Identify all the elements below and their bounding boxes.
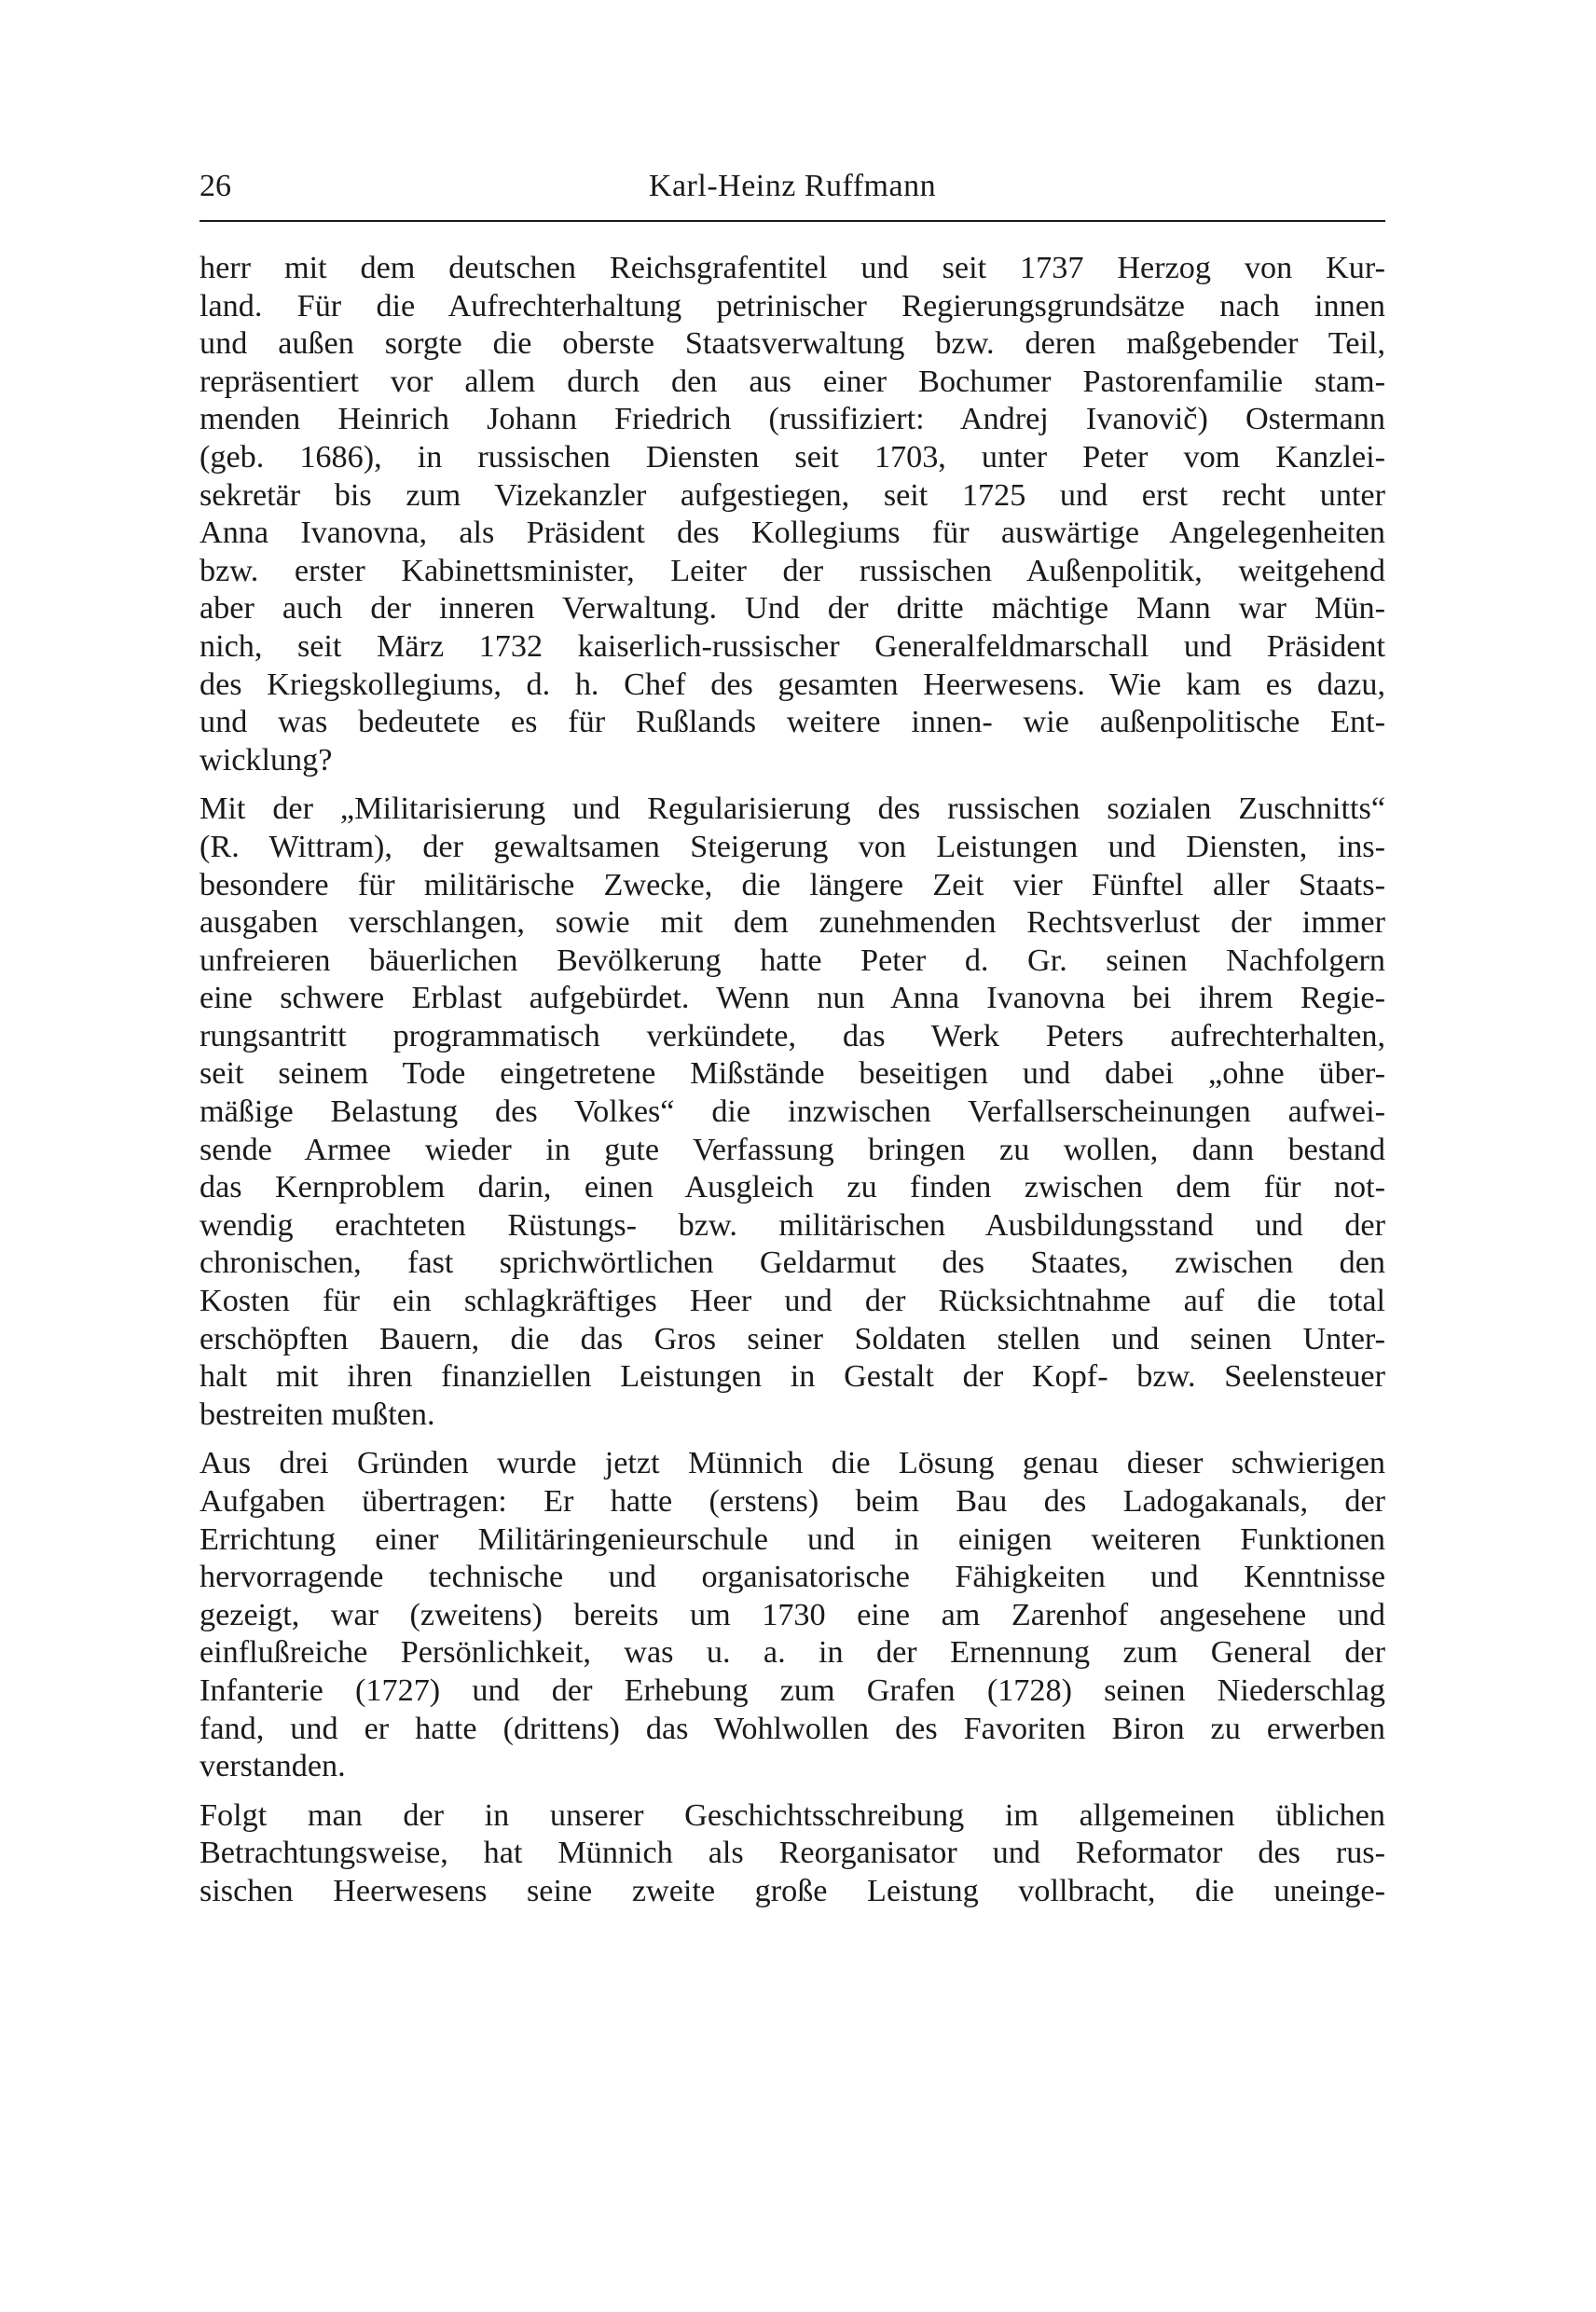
text-line: und was bedeutete es für Rußlands weitere innen- wie außenpolitische Ent-: [200, 705, 1385, 740]
running-head: [200, 166, 1385, 207]
text-line: hervorragende technische und organisatorische Fähigkeiten und Kenntnisse: [200, 1560, 1385, 1595]
text-line: menden Heinrich Johann Friedrich (russifiziert: Andrej Ivanovič) Ostermann: [200, 402, 1385, 437]
paragraph: [200, 1797, 1385, 1911]
text-line: erschöpften Bauern, die das Gros seiner Soldaten stellen und seinen Unter-: [200, 1321, 1385, 1356]
text-line: aber auch der inneren Verwaltung. Und der dritte mächtige Mann war Mün-: [200, 591, 1385, 626]
text-line: (R. Wittram), der gewaltsamen Steigerung von Leistungen und Diensten, ins-: [200, 829, 1385, 864]
paragraph: [200, 250, 1385, 779]
text-line: des Kriegskollegiums, d. h. Chef des gesamten Heerwesens. Wie kam es dazu,: [200, 667, 1385, 702]
text-line: Infanterie (1727) und der Erhebung zum Grafen (1728) seinen Niederschlag: [200, 1672, 1385, 1708]
text-line: besondere für militärische Zwecke, die längere Zeit vier Fünftel aller Staats-: [200, 867, 1385, 902]
text-line: land. Für die Aufrechterhaltung petrinischer Regierungsgrundsätze nach innen: [200, 288, 1385, 323]
text-line: bestreiten mußten.: [200, 1397, 435, 1432]
body-text: [200, 250, 1385, 1911]
text-line: Kosten für ein schlagkräftiges Heer und der Rücksichtnahme auf die total: [200, 1284, 1385, 1319]
text-line: Errichtung einer Militäringenieurschule und in einigen weiteren Funktionen: [200, 1521, 1385, 1557]
text-line: fand, und er hatte (drittens) das Wohlwollen des Favoriten Biron zu erwerben: [200, 1711, 1385, 1746]
text-line: gezeigt, war (zweitens) bereits um 1730 eine am Zarenhof angesehene und: [200, 1597, 1385, 1632]
text-line: verstanden.: [200, 1749, 346, 1784]
text-line: Aufgaben übertragen: Er hatte (erstens) beim Bau des Ladogakanals, der: [200, 1484, 1385, 1519]
text-line: wendig erachteten Rüstungs- bzw. militärischen Ausbildungsstand und der: [200, 1207, 1385, 1243]
text-line: einflußreiche Persönlichkeit, was u. a. in der Ernennung zum General der: [200, 1635, 1385, 1671]
text-line: bzw. erster Kabinettsminister, Leiter der russischen Außenpolitik, weitgehend: [200, 553, 1385, 588]
text-line: Mit der „Militarisierung und Regularisierung des russischen sozialen Zuschnitts“: [200, 791, 1385, 827]
text-line: seit seinem Tode eingetretene Mißstände beseitigen und dabei „ohne über-: [200, 1056, 1385, 1092]
text-line: Anna Ivanovna, als Präsident des Kollegiums für auswärtige Angelegenheiten: [200, 516, 1385, 551]
page-number: 26: [200, 169, 231, 203]
text-line: (geb. 1686), in russischen Diensten seit 1703, unter Peter vom Kanzlei-: [200, 439, 1385, 475]
text-line: eine schwere Erblast aufgebürdet. Wenn nun Anna Ivanovna bei ihrem Regie-: [200, 981, 1385, 1016]
text-line: rungsantritt programmatisch verkündete, das Werk Peters aufrechterhalten,: [200, 1018, 1385, 1053]
text-line: Betrachtungsweise, hat Münnich als Reorganisator und Reformator des rus-: [200, 1836, 1385, 1871]
text-line: nich, seit März 1732 kaiserlich-russischer Generalfeldmarschall und Präsident: [200, 628, 1385, 664]
header-rule: [200, 220, 1385, 222]
paragraph: [200, 1445, 1385, 1785]
text-line: das Kernproblem darin, einen Ausgleich zu finden zwischen dem für not-: [200, 1170, 1385, 1205]
text-line: mäßige Belastung des Volkes“ die inzwischen Verfallserscheinungen aufwei-: [200, 1094, 1385, 1130]
running-title: Karl-Heinz Ruffmann: [648, 169, 937, 203]
text-line: sischen Heerwesens seine zweite große Leistung vollbracht, die uneinge-: [200, 1873, 1385, 1908]
paragraph: [200, 791, 1385, 1434]
text-line: und außen sorgte die oberste Staatsverwaltung bzw. deren maßgebender Teil,: [200, 326, 1385, 362]
text-line: Aus drei Gründen wurde jetzt Münnich die Lösung genau dieser schwierigen: [200, 1446, 1385, 1481]
text-line: ausgaben verschlangen, sowie mit dem zunehmenden Rechtsverlust der immer: [200, 905, 1385, 941]
text-line: sende Armee wieder in gute Verfassung bringen zu wollen, dann bestand: [200, 1132, 1385, 1167]
text-line: herr mit dem deutschen Reichsgrafentitel und seit 1737 Herzog von Kur-: [200, 251, 1385, 285]
text-line: unfreieren bäuerlichen Bevölkerung hatte Peter d. Gr. seinen Nachfolgern: [200, 943, 1385, 978]
text-line: repräsentiert vor allem durch den aus einer Bochumer Pastorenfamilie stam-: [200, 364, 1385, 399]
text-line: chronischen, fast sprichwörtlichen Geldarmut des Staates, zwischen den: [200, 1245, 1385, 1281]
text-line: wicklung?: [200, 742, 333, 778]
text-line: halt mit ihren finanziellen Leistungen in Gestalt der Kopf- bzw. Seelensteuer: [200, 1359, 1385, 1395]
text-line: sekretär bis zum Vizekanzler aufgestiegen, seit 1725 und erst recht unter: [200, 477, 1385, 513]
text-line: Folgt man der in unserer Geschichtsschreibung im allgemeinen üblichen: [200, 1797, 1385, 1833]
